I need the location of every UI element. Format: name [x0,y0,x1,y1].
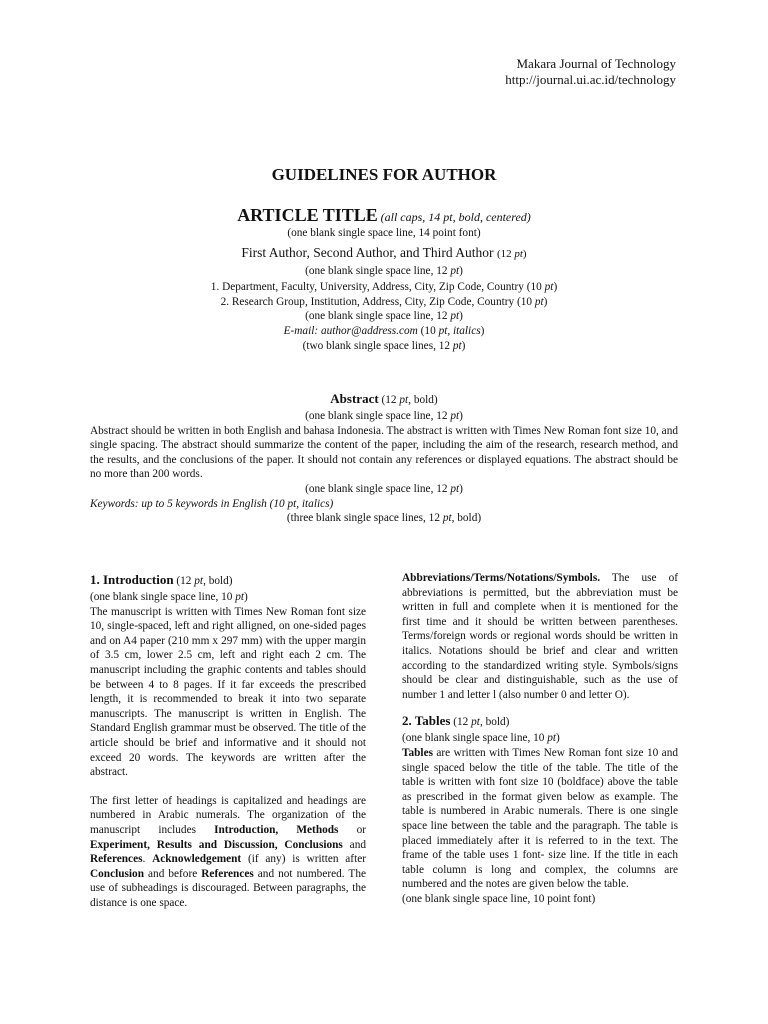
introduction-paragraph-1: The manuscript is written with Times New Roman font size 10, single-spaced, left and right alligned, on one-sided pages and on A4 paper (210 mm x 297 mm) with the upper margin of 3.5 cm, lower 2.5 cm, left and right each 2 cm. The manuscript including the graphic contents and tables should be between 4 to 8 pages. If it far exceeds the prescribed length, it is recommended to break it into two separate manuscripts. The manuscript is written in English. The Standard English grammar must be observed. The title of the article should be brief and informative and it should not exceed 20 words. The keywords are written after the abstract. [90,605,366,779]
article-title-note: (all caps, 14 pt, bold, centered) [380,210,531,224]
journal-header [505,56,676,88]
abstract-body: Abstract should be written in both English and bahasa Indonesia. The abstract is written with Times New Roman font size 10, and single spacing. The abstract should summarize the content of the paper, including the aim of the research, research method, and the results, and the conclusions of the paper. It should not contain any references or displayed equations. The abstract should be no more than 200 words. [90,424,678,481]
introduction-spacing-note: (one blank single space line, 10 pt) [90,591,248,603]
journal-name: Makara Journal of Technology [516,56,676,71]
front-matter [90,204,678,353]
abstract-spacing-note: (one blank single space line, 12 pt) [305,410,463,422]
affiliation-spacing-note: (one blank single space line, 12 pt) [305,310,463,323]
introduction-paragraph-2: The first letter of headings is capitalized and headings are numbered in Arabic numerals. The organization of the manuscript includes Introduction, Methods or Experiment, Results and Discussion, Conclusions and References. Acknowledgement (if any) is written after Conclusion and before References and not numbered. The use of subheadings is discouraged. Between paragraphs, the distance is one space. [90,794,366,909]
left-column [90,571,366,910]
tables-spacing-note: (one blank single space line, 10 pt) [402,732,560,745]
three-lines-note: (three blank single space lines, 12 pt, bold) [286,512,482,525]
tables-paragraph: Tables are written with Times New Roman font size 10 and single spaced below the title of the table. The title of the table is written with font size 10 (boldface) above the table as prescribed in the format given below as example. The table is numbered in Arabic numerals. There is one single space line between the table and the paragraph. The table is placed immediately after it is referred to in the text. The frame of the table uses 1 font- size line. If the title in each table column is long and complex, the columns are numbered and the notes are given below the table. [402,746,678,891]
abstract-heading: Abstract (12 pt, bold) [330,391,438,406]
tables-end-spacing-note: (one blank single space line, 10 point font) [402,892,596,905]
email-line: E-mail: author@address.com (10 pt, italics) [283,324,485,337]
email: E-mail: author@address.com [283,324,418,337]
authors: First Author, Second Author, and Third Author [241,244,494,260]
article-title-line [90,204,678,226]
abstract-section [90,390,678,526]
authors-size-note: (12 pt) [496,247,527,260]
authors-spacing-note: (one blank single space line, 12 pt) [305,264,463,277]
abstract-end-spacing-note: (one blank single space line, 12 pt) [305,482,463,495]
keywords: Keywords: up to 5 keywords in English (10 pt, italics) [90,497,334,510]
page-title: GUIDELINES FOR AUTHOR [271,165,497,184]
introduction-heading: 1. Introduction (12 pt, bold) [90,572,233,587]
authors-line [90,243,678,264]
two-lines-note: (two blank single space lines, 12 pt) [302,339,466,352]
article-title: ARTICLE TITLE [237,205,378,225]
abbreviations-paragraph: Abbreviations/Terms/Notations/Symbols. The use of abbreviations is permitted, but the abbreviation must be written in full and complete when it is mentioned for the first time and it should be written between parentheses. Terms/foreign words or regional words should be written in italics. Notations should be brief and clear and written according to the standardized writing style. Symbols/signs should be clear and distinguishable, such as the use of number 1 and letter l (also number 0 and letter O). [402,572,678,701]
affiliation-1: 1. Department, Faculty, University, Address, City, Zip Code, Country (10 pt) [210,281,558,294]
title-spacing-note: (one blank single space line, 14 point font) [287,227,481,239]
abbreviations-heading: Abbreviations/Terms/Notations/Symbols. [402,572,601,584]
journal-url: http://journal.ui.ac.id/technology [505,72,676,87]
right-column [402,571,678,906]
affiliation-2: 2. Research Group, Institution, Address, City, Zip Code, Country (10 pt) [220,295,548,308]
tables-heading: 2. Tables (12 pt, bold) [402,713,510,729]
